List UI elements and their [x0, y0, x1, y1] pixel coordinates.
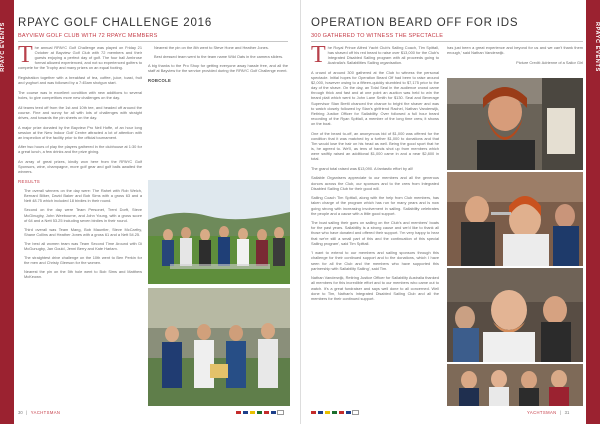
- photo-golf-winners: [148, 288, 290, 406]
- flag-icon: [318, 411, 323, 414]
- article-paragraph: All teams teed off from the 1st and 10th tee, and headed off around the course. Fine and sunny for all with lots of challenges with straight drives, and towards the pin sheets on the day.: [18, 104, 142, 120]
- thanks-paragraph: A big thanks to the Pro Shop for getting everyone away hassle free, and all the staff at Bayview for the service provided during the RPAYC Golf Challenge event.: [148, 63, 288, 74]
- result-item: • The straightest drive challenge on the 10th went to Ben Perkin for the men and Christy Gleeson for the women.: [24, 255, 142, 265]
- article-paragraph: The grand total raised was $13,090. A fantastic effort by all!: [311, 165, 414, 171]
- flag-icon: [325, 411, 330, 414]
- drop-cap: T: [311, 45, 326, 68]
- title-divider: [311, 41, 583, 42]
- results-heading: RESULTS: [18, 179, 41, 185]
- photo-group: [447, 364, 583, 406]
- photo-shaved: [447, 268, 583, 362]
- article-paragraph: 'I want to extend to our members and sailing sponsors through this challenge for their continued support and to the donations, which I have seen for all the Club and the members who have supported this partnership with Sailability Sailing', said Tim.: [311, 250, 439, 271]
- section-tab-right: [586, 0, 600, 424]
- result-item: • The best all women team was Team Second Time Around with Di McGunugby, Jan Gould, Jenni Berry and Kate Harlam.: [24, 241, 142, 251]
- flag-icon: [264, 411, 269, 414]
- article-paragraph: An array of great prizes, kindly won here from the RPAYC Golf Sponsors, wine, champagne, more golf gear and golf balls awaited the winners.: [18, 159, 142, 175]
- article-paragraph: Registration together with a breakfast of tea, coffee, juice, toast, fruit and yoghurt and was followed by a 7:45am shotgun start.: [18, 75, 142, 86]
- picture-credit: Picture Credit: Adrienne of a Sailor Girl: [516, 59, 583, 65]
- photo-golf-group: [148, 180, 290, 284]
- article-paragraph: he annual RPAYC Golf Challenge was played on Friday 21 October at Bayview Golf Club with 72 members and their guests enjoying a perfect day of golf. The four ball Ambrose format allowed experienced, and not so experienced golfers to compete for the Trophy and many prizes on an equal footing.: [18, 45, 142, 71]
- sponsor-flags-right: [311, 411, 358, 414]
- page-subtitle: BAYVIEW GOLF CLUB WITH 72 RPAYC MEMBERS: [18, 33, 158, 39]
- flag-icon: [353, 411, 358, 414]
- article-column-1: [18, 45, 142, 407]
- section-tab-label: RPAYC EVENTS: [0, 22, 6, 72]
- article-paragraph: The boat sailing their goes on sailing on the Club's and members' boats for the past years. Sailability is a strong cause and we'd like to thank all those who have donated and offered their support. 'I'm very happy to hear that we're still a small part of this and the continuation of this special Sailing program', said Tim Spittall.: [311, 220, 439, 246]
- photo-haircut: [447, 172, 583, 266]
- article-paragraph: Sailing Coach Tim Spittall, along with the help from Club members, has taken charge of the program which has run for many years and is now going strong with increasing involvement in sailing. Sailability celebrates the people and a cause with a little good support.: [311, 195, 439, 216]
- page-subtitle: 300 GATHERED TO WITNESS THE SPECTACLE: [311, 33, 444, 39]
- result-item: • Best dressed team went to the team name Wild Oats in the camera sliders.: [154, 54, 288, 59]
- sponsor-flags-left: [236, 411, 283, 414]
- footer-brand: YACHTSMAN: [30, 410, 61, 415]
- article-paragraph: Nathan Vanderwijk, Retiring Justice Officer for Sailability Australia thanked all members for this incredible effort and to our members who came out to watch. It's a great fundraiser and says well done to all concerned. Well done to Tim, Nathan's Integrated Disabled Sailing Club and all the members for their continued support.: [311, 275, 439, 301]
- article-paragraph: One of the beard to-off, an anonymous bid of $1,000 was offered for the condition that it was matched by a further $1,000 to donations and that Tim would lose the hair on his head as well. Being the good sport that he is, he agreed to. We'll, as tens of hands shot up from members which were swiftly raised an additional $1,000 came in and a near $2,800 in total.: [311, 130, 439, 162]
- author-byline: ROBCOLE: [148, 77, 172, 83]
- flag-icon: [250, 411, 255, 414]
- section-tab-left: [0, 0, 14, 424]
- page-footer-left: 30 | YACHTSMAN: [18, 410, 61, 415]
- flag-icon: [332, 411, 337, 414]
- page-title: RPAYC GOLF CHALLENGE 2016: [18, 17, 213, 29]
- page-footer-right: YACHTSMAN | 31: [527, 410, 570, 415]
- flag-icon: [311, 411, 316, 414]
- result-item: • Nearest the pin on the 5th hole went to Bob Sims and Matthew McKeown.: [24, 269, 142, 279]
- page-number: 30: [18, 410, 23, 415]
- quote-paragraph: has just been a great experience and beyond for us and we can't thank them enough,' said Nathan Vanderwijk.: [447, 45, 583, 56]
- article-paragraph: A major prize donated by the Bayview Pro Neil Hoffe, of an hour long session at the New Indoor Golf Centre attracted a lot of attention with an inspection of the facility prior to the official tournament.: [18, 124, 142, 140]
- article-paragraph: After two hours of play the players gathered in the clubhouse at 1:30 for a great lunch, a few drinks and the prize giving.: [18, 144, 142, 155]
- title-divider: [18, 41, 288, 42]
- right-page: [300, 0, 600, 424]
- page-title: OPERATION BEARD OFF FOR IDS: [311, 17, 519, 29]
- page-number: 31: [564, 410, 570, 415]
- flag-icon: [236, 411, 241, 414]
- section-tab-label: RPAYC EVENTS: [594, 22, 600, 72]
- flag-icon: [346, 411, 351, 414]
- article-paragraph: The course was in excellent condition with new additions to several holes, to give competitors more new challenges on the day.: [18, 89, 142, 100]
- article-paragraph: he Royal Prince Alfred Yacht Club's Sailing Coach, Tim Spittall, has shaved off his red beard to raise over $13,000 for the Club's Integrated Disabled Sailing program with all proceeds going to Australia's Sailabilities Sailing organisation.: [327, 45, 439, 66]
- flag-icon: [271, 411, 276, 414]
- result-item: • Third overall was Team Mang, Bob Mauntler, Steve McCarthy, Shane Collins and Heather Jones with a gross 61 and a Nett 54.25.: [24, 227, 142, 237]
- footer-brand: YACHTSMAN: [527, 410, 557, 415]
- flag-icon: [339, 411, 344, 414]
- article-paragraph: A crowd of around 300 gathered at the Club to witness the personal spectacle. Initial hopes for Operation Beard Off had been to raise around $2,000, however owing to a fifteen-quickly stumbled to $7,175 prior to the day of the shave. On the day, an Total Seal in the audience crowd came through thick and fast and at one point an auction was held to win the beard plait which went to John Lane Smith for $130. Seal and Beverage Supervisor Stan Bretti chanced the chance to bright the shaver and was to watch closely followed by Stan's girlfriend Rachel, Nathan Vanderwijk, Retiring Justice Officer for Sailability. Over followed a full hour beard recording of the Ryan Spittall, a member of the long time crew, it shows on the boat.: [311, 69, 439, 126]
- result-item: • The overall winners on the day were: The Rahet with Rob Welch, Bernard Bilker, David Baker and Bob Sims with a gross 63 and a Nett 48.75 which included 18 birdies in their round.: [24, 188, 142, 203]
- article-column-2: [447, 45, 583, 79]
- result-item: • Second on the day were Team Personet, Trent Dorft, Steve McGinugby, John Weebourne, and John Young, with a gross score of 64 and a Nett 53.25 including seven birdies in their round.: [24, 207, 142, 222]
- article-paragraph: Sailable Organisers appreciate to our members and all the generous donors across the Club, our sponsors and to the crew from Integrated Disabled Sailing Club for their good will.: [311, 175, 439, 191]
- result-item: • Nearest the pin on the 8th went to Steve Hone and Heather Jones.: [154, 45, 288, 50]
- article-column-2: [148, 45, 288, 179]
- article-column-1: [311, 45, 439, 407]
- flag-icon: [257, 411, 262, 414]
- flag-icon: [278, 411, 283, 414]
- drop-cap: T: [18, 45, 33, 68]
- flag-icon: [243, 411, 248, 414]
- photo-bearded-man: [447, 78, 583, 170]
